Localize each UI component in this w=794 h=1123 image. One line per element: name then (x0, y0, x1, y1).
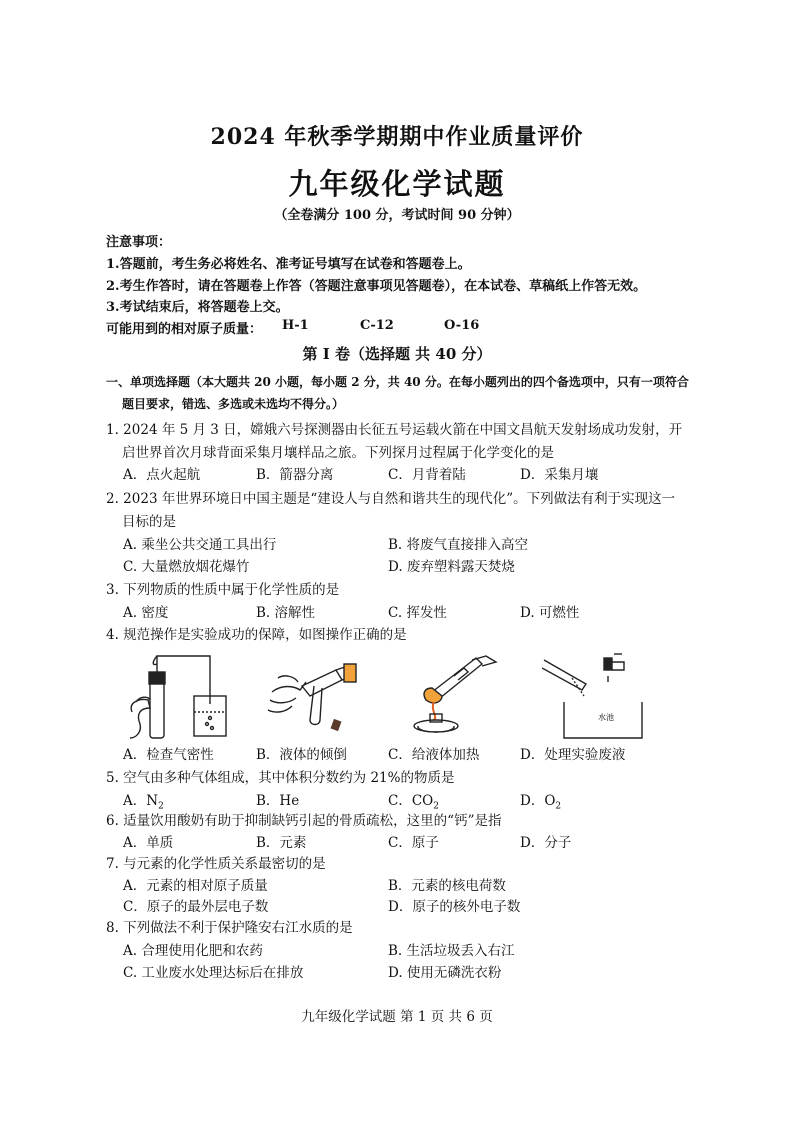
atomic-mass-o: O-16 (444, 318, 480, 333)
q3-option-d[interactable]: D. 可燃性 (520, 605, 580, 621)
question-5-line-1: 5. 空气由多种气体组成，其中体积分数约为 21%的物质是 (106, 770, 455, 786)
question-2-line-2: 目标的是 (122, 514, 176, 530)
q3-option-a[interactable]: A. 密度 (123, 605, 169, 621)
q6-option-a[interactable]: A．单质 (123, 835, 174, 851)
q7-option-a[interactable]: A．元素的相对原子质量 (123, 878, 268, 894)
figure-b-pouring (262, 656, 362, 738)
q1-option-a[interactable]: A．点火起航 (123, 467, 201, 483)
q7-option-b[interactable]: B．元素的核电荷数 (388, 878, 506, 894)
q4-option-b[interactable]: B．液体的倾倒 (256, 747, 347, 763)
exam-title: 2024 年秋季学期期中作业质量评价 (210, 124, 584, 150)
question-8-line-1: 8. 下列做法不利于保护隆安右江水质的是 (106, 920, 353, 936)
subject-title: 九年级化学试题 (288, 167, 506, 201)
section-instruction-2: 题目要求，错选、多选或未选均不得分。） (122, 397, 345, 411)
exam-subtitle: （全卷满分 100 分，考试时间 90 分钟） (274, 208, 520, 223)
section-title: 第 I 卷（选择题 共 40 分） (302, 345, 492, 363)
question-6-line-1: 6. 适量饮用酸奶有助于抑制缺钙引起的骨质疏松，这里的“钙”是指 (106, 813, 502, 829)
q2-option-d[interactable]: D. 废弃塑料露天焚烧 (388, 559, 515, 575)
figure-d-waste (542, 652, 652, 740)
q3-option-b[interactable]: B. 溶解性 (256, 605, 316, 621)
q2-option-a[interactable]: A. 乘坐公共交通工具出行 (123, 537, 277, 553)
question-3-line-1: 3. 下列物质的性质中属于化学性质的是 (106, 582, 340, 598)
q5-option-d[interactable]: D．$O_2$ (520, 793, 562, 812)
q4-option-c[interactable]: C．给液体加热 (388, 747, 480, 763)
question-7-line-1: 7. 与元素的化学性质关系最密切的是 (106, 856, 326, 872)
q6-option-c[interactable]: C．原子 (388, 835, 439, 851)
note-item-1: 1.答题前，考生务必将姓名、准考证号填写在试卷和答题卷上。 (106, 257, 471, 272)
note-item-3: 3.考试结束后，将答题卷上交。 (106, 300, 289, 315)
page-footer: 九年级化学试题 第 1 页 共 6 页 (301, 1009, 493, 1025)
q1-option-b[interactable]: B．箭器分离 (256, 467, 334, 483)
figure-d-label: 水池 (598, 713, 614, 722)
note-item-2: 2.考生作答时，请在答题卷上作答（答题注意事项见答题卷），在本试卷、草稿纸上作答无效。 (106, 279, 647, 294)
q8-option-b[interactable]: B. 生活垃圾丢入右江 (388, 943, 515, 959)
question-1-line-2: 启世界首次月球背面采集月壤样品之旅。下列探月过程属于化学变化的是 (122, 445, 554, 461)
q5-option-b[interactable]: B．He (256, 793, 300, 809)
figure-c-heating (404, 652, 504, 740)
q8-option-d[interactable]: D. 使用无磷洗衣粉 (388, 965, 502, 981)
q8-option-a[interactable]: A. 合理使用化肥和农药 (123, 943, 263, 959)
notes-heading: 注意事项： (106, 235, 172, 250)
q2-option-c[interactable]: C. 大量燃放烟花爆竹 (123, 559, 250, 575)
question-1-line-1: 1. 2024 年 5 月 3 日，嫦娥六号探测器由长征五号运载火箭在中国文昌航天发射场成功发射，开 (106, 422, 683, 438)
q1-option-c[interactable]: C．月背着陆 (388, 467, 466, 483)
q6-option-b[interactable]: B．元素 (256, 835, 307, 851)
atomic-mass-h: H-1 (282, 318, 309, 333)
question-4-line-1: 4. 规范操作是实验成功的保障，如图操作正确的是 (106, 627, 407, 643)
q4-option-d[interactable]: D．处理实验废液 (520, 747, 626, 763)
q5-option-c[interactable]: C．$CO_2$ (388, 793, 439, 812)
atomic-mass-label: 可能用到的相对原子质量： (106, 322, 263, 337)
atomic-mass-c: C-12 (360, 318, 394, 333)
q3-option-c[interactable]: C. 挥发性 (388, 605, 447, 621)
q7-option-d[interactable]: D．原子的核外电子数 (388, 899, 521, 915)
section-instruction-1: 一、单项选择题（本大题共 20 小题，每小题 2 分，共 40 分。在每小题列出的四个备选项中，只有一项符合 (106, 375, 689, 389)
question-2-line-1: 2. 2023 年世界环境日中国主题是“建设人与自然和谐共生的现代化”。下列做法有利于实现这一 (106, 491, 676, 507)
q8-option-c[interactable]: C. 工业废水处理达标后在排放 (123, 965, 304, 981)
q5-option-a[interactable]: A．$N_2$ (123, 793, 164, 812)
q1-option-d[interactable]: D．采集月壤 (520, 467, 599, 483)
q7-option-c[interactable]: C．原子的最外层电子数 (123, 899, 269, 915)
figure-a-airtightness (122, 652, 240, 740)
q2-option-b[interactable]: B. 将废气直接排入高空 (388, 537, 529, 553)
q4-option-a[interactable]: A．检查气密性 (123, 747, 214, 763)
q6-option-d[interactable]: D．分子 (520, 835, 572, 851)
